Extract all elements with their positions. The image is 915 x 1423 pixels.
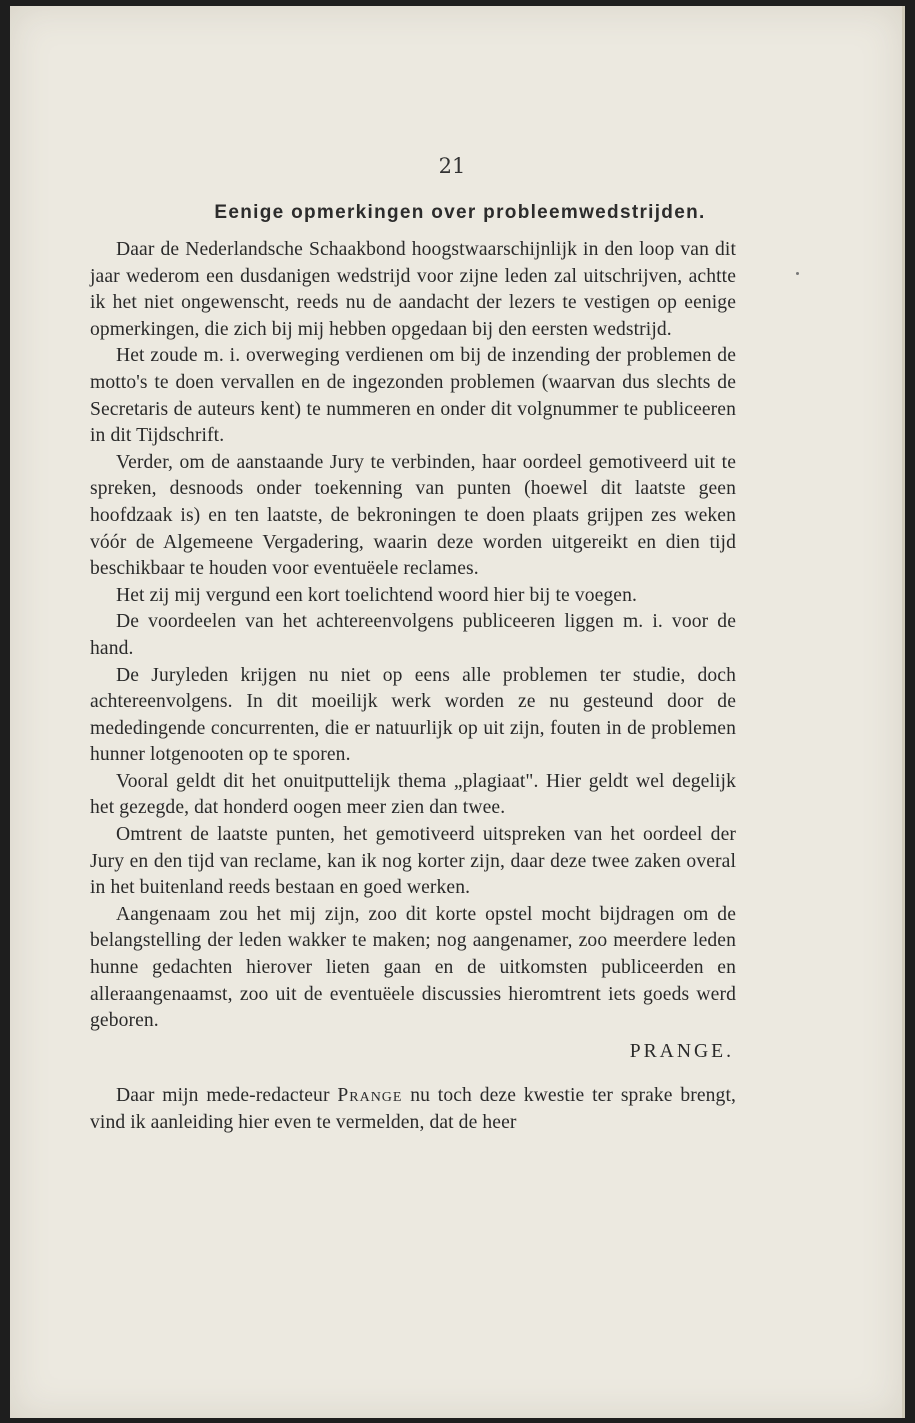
paragraph: Omtrent de laatste punten, het gemotiveerd uitspreken van het oordeel der Jury en den tijd van reclame, kan ik nog korter zijn, daar deze twee zaken overal in het buitenland reeds bestaan en goed werken. <box>90 824 736 899</box>
paragraph: Het zij mij vergund een kort toelichtend woord hier bij te voegen. <box>116 584 637 606</box>
paragraph: Daar de Nederlandsche Schaakbond hoogstwaarschijnlijk in den loop van dit jaar wederom een dusdanigen wedstrijd voor zijne leden zal uitschrijven, achtte ik het niet ongewenscht, reeds nu de aandacht der lezers te vestigen op eenige opmerkingen, die zich bij mij hebben opgedaan bij den eersten wedstrijd. <box>90 239 736 340</box>
paragraph-continued <box>90 1083 736 1136</box>
book-page <box>10 6 905 1418</box>
article-title: Eenige opmerkingen over probleemwedstrijden. <box>214 202 706 223</box>
paragraph: Vooral geldt dit het onuitputtelijk thema „plagiaat". Hier geldt wel degelijk het gezegde, dat honderd oogen meer zien dan twee. <box>90 770 736 819</box>
paragraph: De Juryleden krijgen nu niet op eens alle problemen ter studie, doch achtereenvolgens. In dit moeilijk werk worden ze nu gesteund door de mededingende concurrenten, die er natuurlijk op uit zijn, fouten in de problemen hunner lotgenooten op te sporen. <box>90 664 736 766</box>
author-signature: PRANGE. <box>629 1040 734 1062</box>
paragraph-text-after: nu toch deze kwestie ter sprake brengt, vind ik aanleiding hier even te vermelden, dat de heer <box>90 1085 736 1133</box>
author-name-smallcaps: Prange <box>337 1085 403 1107</box>
paragraph: De voordeelen van het achtereenvolgens publiceeren liggen m. i. voor de hand. <box>90 611 736 659</box>
paragraph: Het zoude m. i. overweging verdienen om bij de inzending der problemen de motto's te doen vervallen en de ingezonden problemen (waarvan dus slechts de Secretaris de auteurs kent) te nummeren en onder dit volgnummer te publiceeren in dit Tijdschrift. <box>90 345 736 447</box>
article-body <box>90 237 736 1137</box>
paragraph: Aangenaam zou het mij zijn, zoo dit korte opstel mocht bijdragen om de belangstelling der leden wakker te maken; nog aangenamer, zoo meerdere leden hunne gedachten hierover lieten gaan en de uitkomsten publiceerden en alleraangenaamst, zoo uit de eventuëele discussies hieromtrent iets goeds werd geboren. <box>90 903 736 1032</box>
paper-speck <box>796 272 799 275</box>
page-number: 21 <box>438 154 466 178</box>
paragraph: Verder, om de aanstaande Jury te verbinden, haar oordeel gemotiveerd uit te spreken, desnoods onder toekenning van punten (hoewel dit laatste geen hoofdzaak is) en ten laatste, de bekroningen te doen plaats grijpen zes weken vóór de Algemeene Vergadering, waarin deze worden uitgereikt en dien tijd beschikbaar te houden voor eventuëele reclames. <box>90 451 736 580</box>
paragraph-text-before: Daar mijn mede-redacteur <box>116 1085 338 1107</box>
